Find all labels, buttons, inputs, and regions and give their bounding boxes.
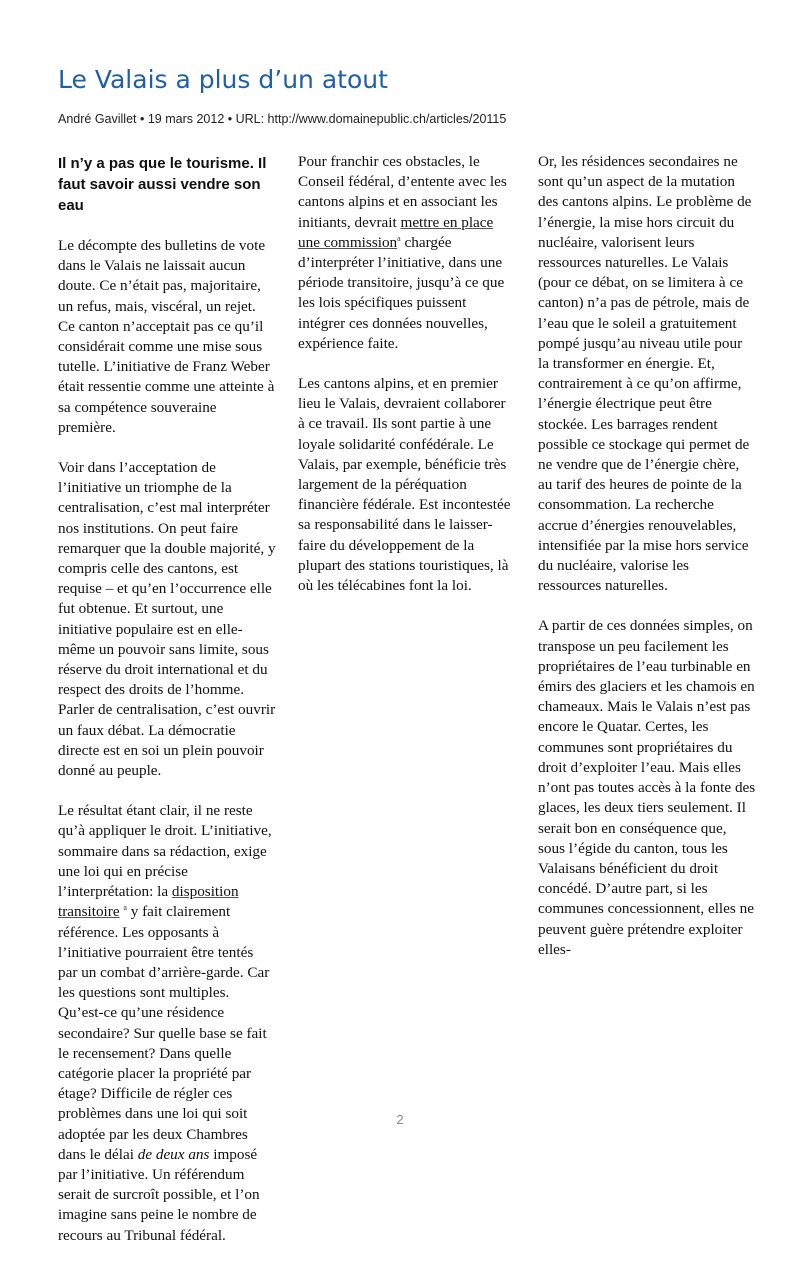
page-number: 2 xyxy=(396,1112,404,1127)
column-3 xyxy=(538,152,756,980)
column-2 xyxy=(298,152,516,616)
paragraph-5: Les cantons alpins, et en premier lieu le Valais, devraient collaborer à ce travail. Ils sont partie à une loyale solidarité confédérale. Le Valais, par exemple, bénéficie très largement de la péréquation financière fédérale. Est incontestée sa responsabilité dans le laisser-faire du développement de la plupart des stations touristiques, là où les télécabines font la loi. xyxy=(298,375,511,595)
paragraph-4-part-b: chargée d’interpréter l’initiative, dans une période transitoire, jusqu’à ce que les lois spécifiques puissent intégrer ces données nouvelles, expérience faite. xyxy=(298,233,505,352)
column-1 xyxy=(58,152,276,1266)
footnote-ref-a-2[interactable]: a xyxy=(397,233,401,243)
article-title: Le Valais a plus d’un atout xyxy=(58,65,388,94)
paragraph-4 xyxy=(298,152,516,354)
paragraph-3-italic: de deux ans xyxy=(137,1145,210,1163)
paragraph-1: Le décompte des bulletins de vote dans le Valais ne laissait aucun doute. Ce n’était pas, majoritaire, un refus, mais, viscéral, un rejet. Ce canton n’acceptait pas ce qu’il considérait comme une mise sous tutelle. L’initiative de Franz Weber était ressentie comme une atteinte à sa compétence souveraine première. xyxy=(58,237,275,436)
article-subtitle: Il n’y a pas que le tourisme. Il faut savoir aussi vendre son eau xyxy=(58,155,267,214)
paragraph-3-part-a: Le résultat étant clair, il ne reste qu’à appliquer le droit. L’initiative, sommaire dans sa rédaction, exige une loi qui en précise l’interprétation: la xyxy=(58,802,272,901)
paragraph-7: A partir de ces données simples, on transpose un peu facilement les propriétaires de l’eau turbinable en émirs des glaciers et les chamois en chameaux. Mais le Valais n’est pas encore le Quatar. Certes, les communes sont propriétaires du droit d’exploiter l’eau. Mais elles n’ont pas toutes accès à la fonte des glaces, les deux tiers seulement. Il serait bon en conséquence que, sous l’égide du canton, tous les Valaisans bénéficient du droit concédé. D’autre part, si les communes concessionnent, elles ne peuvent guère prétendre exploiter elles- xyxy=(538,617,756,958)
disposition-transitoire-link[interactable]: disposition transitoire xyxy=(58,883,239,921)
paragraph-2: Voir dans l’acceptation de l’initiative un triomphe de la centralisation, c’est mal interpréter nos institutions. On peut faire remarquer que la double majorité, y compris celle des cantons, est requise – et qu’en l’occurrence elle fut obtenue. Et surtout, une initiative populaire est en elle-même un pouvoir sans limite, sous réserve du droit international et du respect des droits de l’homme. Parler de centralisation, c’est ouvrir un faux débat. La démocratie directe est en soi un plein pouvoir donné au peuple. xyxy=(58,459,276,780)
article-byline: André Gavillet • 19 mars 2012 • URL: http://www.domainepublic.ch/articles/20115 xyxy=(58,112,507,126)
footnote-ref-a[interactable]: a xyxy=(123,903,127,913)
paragraph-4-part-a: Pour franchir ces obstacles, le Conseil fédéral, d’entente avec les cantons alpins et en associant les initiants, devrait xyxy=(298,153,507,231)
paragraph-3-part-b: y fait clairement référence. Les opposants à l’initiative pourraient être tentés par un combat d’arrière-garde. Car les questions sont multiples. Qu’est-ce qu’une résidence secondaire? Sur quelle base se fait le recensement? Dans quelle catégorie placer la propriété par étage? Difficile de régler ces problèmes dans une loi qui soit adoptée par les deux Chambres dans le délai xyxy=(58,903,270,1163)
paragraph-3-part-c: imposé par l’initiative. Un référendum serait de surcroît possible, et l’on imagine sans peine le nombre de recours au Tribunal fédéral. xyxy=(58,1145,260,1244)
commission-link[interactable]: mettre en place une commission xyxy=(298,213,494,251)
paragraph-6: Or, les résidences secondaires ne sont qu’un aspect de la mutation des cantons alpins. Le problème de l’énergie, la mise hors circuit du nucléaire, valorisent leurs ressources naturelles. Le Valais (pour ce débat, on se limitera à ce canton) n’a pas de pétrole, mais de l’eau que le soleil a gratuitement pompé jusqu’au niveau utile pour la transformer en énergie. Et, contrairement à ce qu’on affirme, l’énergie électrique peut être stockée. Les barrages rendent possible ce stockage qui permet de ne vendre que de l’énergie chère, au tarif des heures de pointe de la consommation. La recherche accrue d’énergies renouvelables, intensifiée par la mise hors service du nucléaire, valorise les ressources naturelles. xyxy=(538,153,752,595)
paragraph-3 xyxy=(58,801,276,1245)
